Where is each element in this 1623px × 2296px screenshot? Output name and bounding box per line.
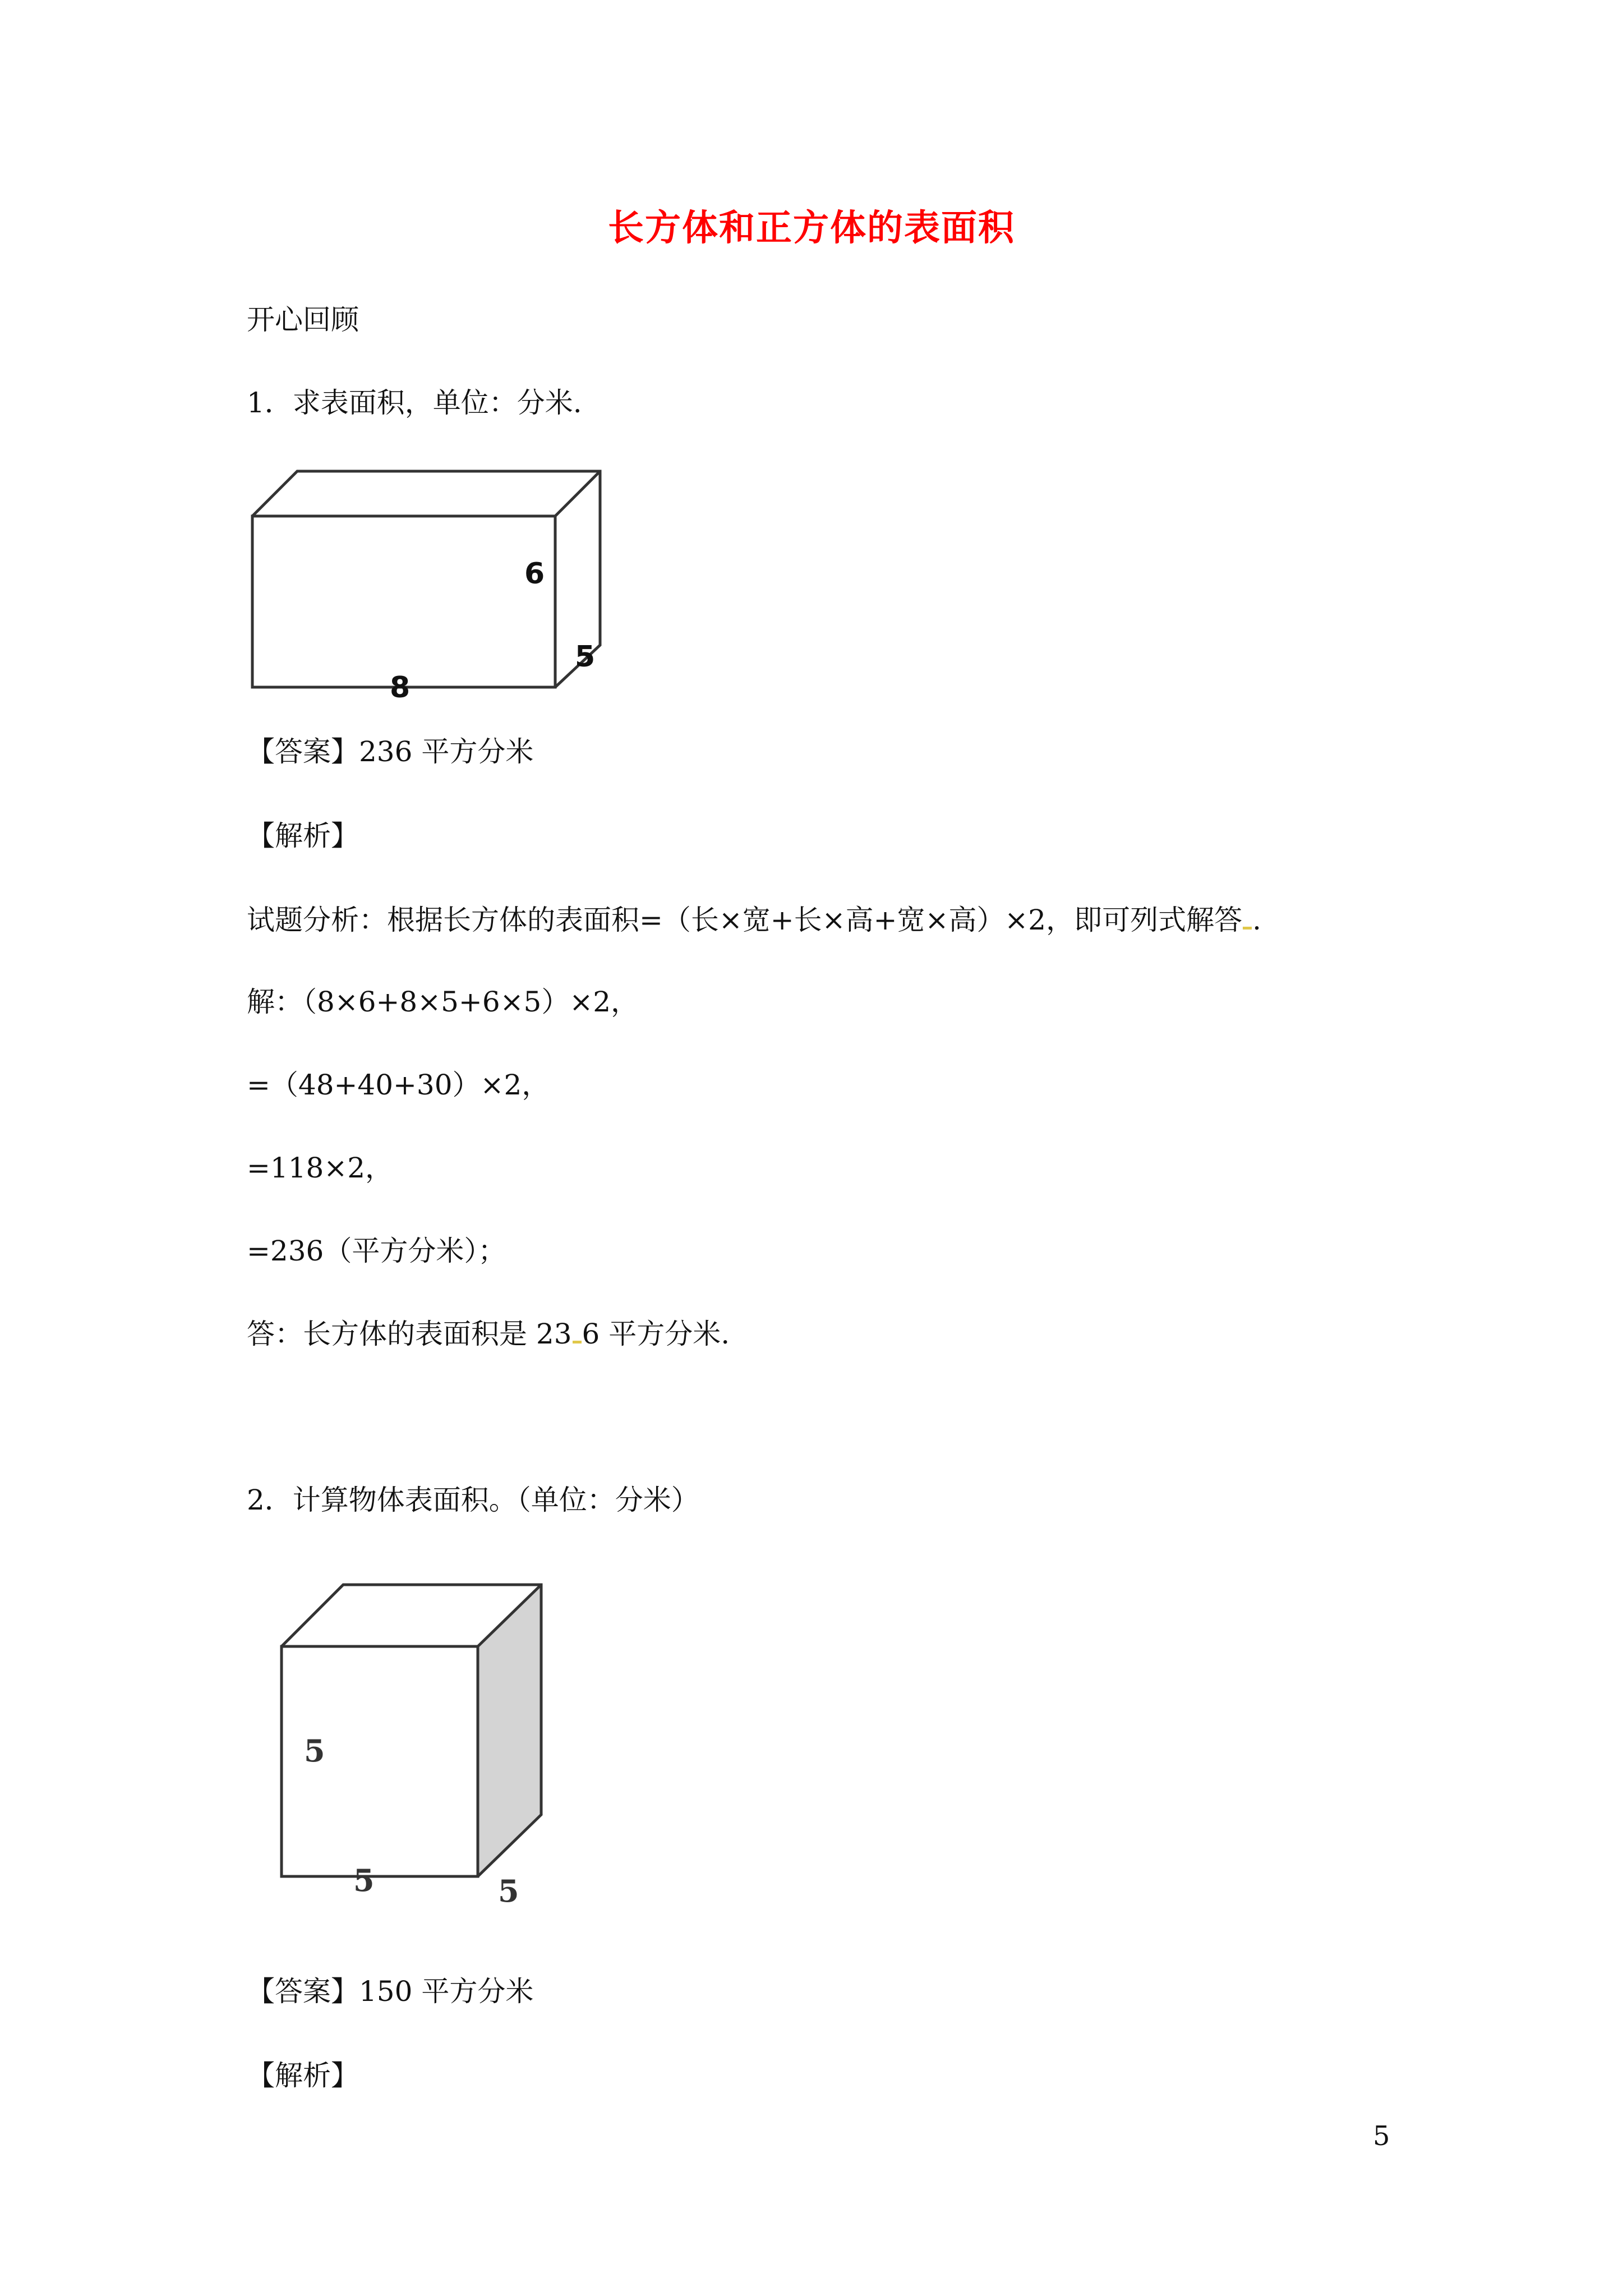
q2-label-width: 5 <box>498 1873 519 1909</box>
q2-cube-figure <box>275 1576 566 1913</box>
q1-label-width: 5 <box>575 640 596 674</box>
highlight-mark <box>1243 927 1252 930</box>
highlight-mark <box>573 1341 582 1343</box>
page-number: 5 <box>1373 2120 1390 2152</box>
q1-answer: 【答案】236 平方分米 <box>247 735 534 768</box>
q1-conclusion: 答：长方体的表面积是 23 6 平方分米. <box>247 1318 730 1350</box>
page-title: 长方体和正方体的表面积 <box>608 207 1015 249</box>
q1-analysis-text: 试题分析：根据长方体的表面积=（长×宽+长×高+宽×高）×2，即可列式解答 . <box>247 904 1261 936</box>
q1-prompt: 1．求表面积，单位：分米. <box>247 386 582 419</box>
q1-label-length: 8 <box>390 671 411 698</box>
q2-label-height: 5 <box>304 1733 325 1769</box>
section-heading: 开心回顾 <box>247 303 359 336</box>
q1-analysis-heading: 【解析】 <box>247 820 359 852</box>
q1-step-4: =236（平方分米）； <box>247 1235 506 1267</box>
q2-label-length: 5 <box>353 1862 375 1898</box>
q1-label-height: 6 <box>524 557 545 591</box>
q1-step-1: 解：（8×6+8×5+6×5）×2， <box>247 986 639 1018</box>
q2-answer: 【答案】150 平方分米 <box>247 1975 534 2008</box>
q2-prompt: 2．计算物体表面积。（单位：分米） <box>247 1484 699 1516</box>
q2-analysis-heading: 【解析】 <box>247 2059 359 2092</box>
q1-step-2: =（48+40+30）×2， <box>247 1069 550 1101</box>
q1-step-3: =118×2， <box>247 1152 394 1184</box>
q1-cuboid-figure <box>247 463 617 698</box>
